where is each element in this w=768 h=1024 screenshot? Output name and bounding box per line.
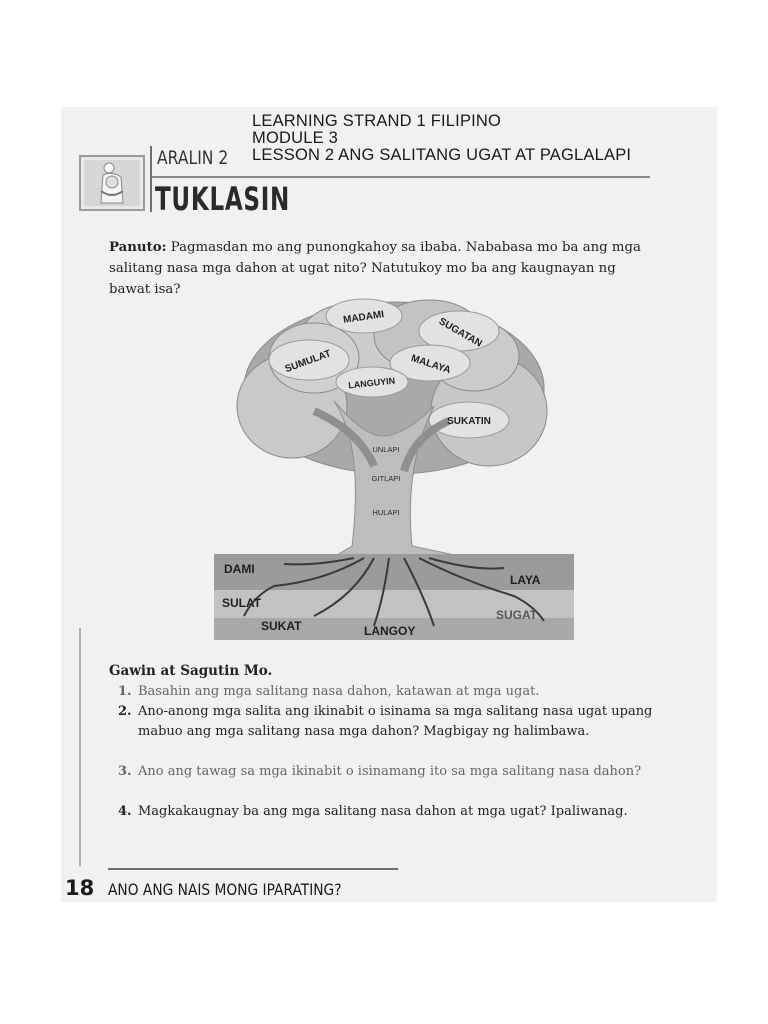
- root-word: LANGOY: [364, 624, 416, 638]
- root-word: SUGAT: [496, 608, 538, 622]
- leaf-word: MADAMI: [342, 309, 385, 326]
- affix-word: UNLAPI: [372, 445, 400, 454]
- footer-text: ANO ANG NAIS MONG IPARATING?: [108, 880, 342, 899]
- root-word: LAYA: [510, 573, 541, 587]
- item-text: Basahin ang mga salitang nasa dahon, katawan at mga ugat.: [138, 684, 540, 699]
- item-number: 2.: [118, 704, 132, 719]
- left-margin-line: [79, 628, 81, 866]
- activity-item: [118, 802, 658, 822]
- leaf-word: SUKATIN: [447, 416, 491, 427]
- activity-item: [118, 702, 658, 742]
- leaf-word: MALAYA: [409, 353, 452, 377]
- tree-diagram: [214, 296, 574, 640]
- instructions-label: Panuto:: [109, 240, 167, 255]
- activity-item: [118, 762, 658, 782]
- section-title: TUKLASIN: [155, 180, 290, 218]
- item-text: Magkakaugnay ba ang mga salitang nasa dahon at mga ugat? Ipaliwanag.: [138, 804, 628, 819]
- affix-word: GITLAPI: [371, 474, 401, 483]
- header-module: MODULE 3: [252, 129, 338, 147]
- affix-word: HULAPI: [372, 508, 400, 517]
- leaf-word: SUGATAN: [436, 316, 484, 350]
- root-word: SUKAT: [261, 619, 302, 633]
- instructions-paragraph: [109, 237, 661, 300]
- leaf-word: SUMULAT: [283, 348, 333, 376]
- header-strand: LEARNING STRAND 1 FILIPINO: [252, 112, 502, 130]
- learner-icon: [79, 155, 145, 211]
- root-word: SULAT: [222, 596, 262, 610]
- item-text: Ano ang tawag sa mga ikinabit o isinamang ito sa mga salitang nasa dahon?: [138, 764, 642, 779]
- aralin-divider: [150, 146, 152, 212]
- item-text: Ano-anong mga salita ang ikinabit o isinama sa mga salitang nasa ugat upang mabuo ang mga salitang nasa mga dahon? Magbigay ng halimbawa.: [138, 704, 653, 739]
- header-rule: [150, 176, 650, 178]
- aralin-label: ARALIN 2: [157, 147, 229, 169]
- root-word: DAMI: [224, 562, 255, 576]
- activity-item: [118, 682, 658, 702]
- page-number: 18: [65, 876, 95, 900]
- activity-title: Gawin at Sagutin Mo.: [109, 663, 273, 679]
- item-number: 3.: [118, 764, 132, 779]
- footer-rule: [108, 868, 398, 870]
- item-number: 4.: [118, 804, 132, 819]
- item-number: 1.: [118, 684, 132, 699]
- header-lesson: LESSON 2 ANG SALITANG UGAT AT PAGLALAPI: [252, 146, 632, 164]
- instructions-text: Pagmasdan mo ang punongkahoy sa ibaba. Nababasa mo ba ang mga salitang nasa mga dahon at ugat nito? Natutukoy mo ba ang kaugnayan ng bawat isa?: [109, 240, 641, 297]
- leaf-word: LANGUYIN: [347, 375, 396, 391]
